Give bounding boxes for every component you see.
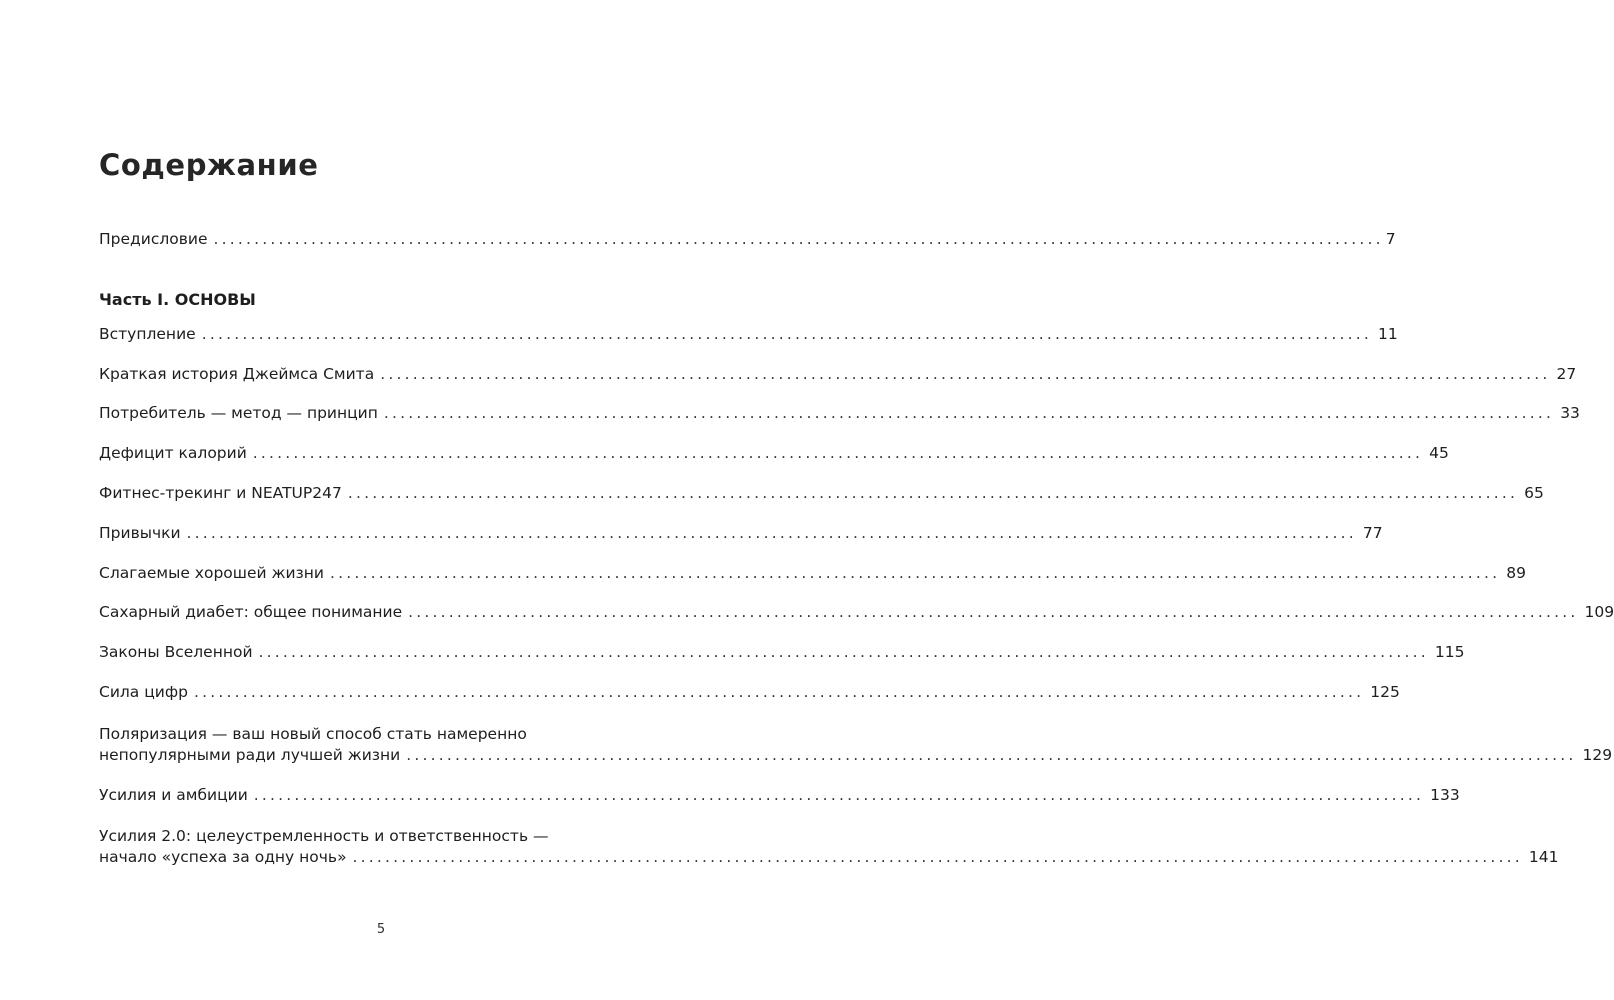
toc-entry[interactable]: [99, 848, 1559, 872]
toc-entry-page: 33: [1560, 404, 1580, 422]
toc-entry-label: Потребитель — метод — принцип: [99, 404, 378, 422]
toc-entry-page: 141: [1528, 848, 1559, 866]
toc-entry[interactable]: [99, 683, 1400, 707]
dot-leader: ................................................................................................................................................: [330, 564, 1501, 582]
dot-leader: ................................................................................................................................................: [253, 786, 1425, 804]
toc-entry-page: 129: [1582, 746, 1613, 764]
toc-entry-label-line1: Усилия 2.0: целеустремленность и ответственность —: [99, 827, 549, 845]
toc-entry-page: 77: [1362, 524, 1383, 542]
toc-entry[interactable]: [99, 786, 1460, 810]
toc-entry-label-line1: Поляризация — ваш новый способ стать намеренно: [99, 725, 527, 743]
toc-entry-page: 45: [1429, 444, 1449, 462]
toc-entry[interactable]: [99, 564, 1527, 588]
page-title: Содержание: [99, 148, 319, 182]
toc-entry-page: 7: [1385, 230, 1396, 248]
dot-leader: ................................................................................................................................................: [352, 848, 1523, 866]
toc-entry-label: Фитнес-трекинг и NEATUP247: [99, 484, 342, 502]
toc-entry-preface[interactable]: [99, 230, 1396, 254]
toc-entry-page: 11: [1377, 325, 1398, 343]
toc-entry[interactable]: [99, 603, 1614, 627]
toc-entry[interactable]: [99, 524, 1383, 548]
toc-entry[interactable]: [99, 484, 1544, 508]
toc-entry-label: начало «успеха за одну ночь»: [99, 848, 347, 866]
toc-entry-label: Дефицит калорий: [99, 444, 247, 462]
dot-leader: ................................................................................................................................................: [406, 746, 1577, 764]
dot-leader: ................................................................................................................................................: [383, 404, 1555, 422]
toc-entry-label: Вступление: [99, 325, 196, 343]
toc-entry[interactable]: [99, 404, 1580, 428]
toc-entry[interactable]: [99, 365, 1577, 389]
dot-leader: ................................................................................................................................................: [252, 444, 1424, 462]
toc-entry[interactable]: [99, 746, 1613, 770]
dot-leader: ................................................................................................................................................: [380, 365, 1551, 383]
toc-entry-page: 89: [1506, 564, 1527, 582]
toc-entry[interactable]: [99, 444, 1449, 468]
part-heading: Часть I. ОСНОВЫ: [99, 290, 256, 309]
toc-entry-page: 125: [1370, 683, 1400, 701]
toc-entry-label: Краткая история Джеймса Смита: [99, 365, 375, 383]
dot-leader: ................................................................................................................................................: [258, 643, 1429, 661]
dot-leader: ................................................................................................................................................: [408, 603, 1579, 621]
dot-leader: ................................................................................................................................................: [186, 524, 1357, 542]
toc-entry-label: Сила цифр: [99, 683, 188, 701]
dot-leader: ................................................................................................................................................: [213, 230, 1384, 248]
toc-entry[interactable]: [99, 325, 1398, 349]
toc-entry[interactable]: [99, 643, 1465, 667]
toc-entry-label: Слагаемые хорошей жизни: [99, 564, 324, 582]
toc-entry-label: непопулярными ради лучшей жизни: [99, 746, 401, 764]
toc-entry-page: 109: [1584, 603, 1614, 621]
toc-entry-page: 27: [1556, 365, 1577, 383]
toc-entry-page: 115: [1434, 643, 1465, 661]
dot-leader: ................................................................................................................................................: [201, 325, 1372, 343]
toc-entry-page: 65: [1524, 484, 1544, 502]
toc-entry-label: Сахарный диабет: общее понимание: [99, 603, 403, 621]
toc-entry-page: 133: [1430, 786, 1460, 804]
page-number: 5: [376, 922, 386, 937]
toc-entry-label: Предисловие: [99, 230, 208, 248]
toc-entry-label: Законы Вселенной: [99, 643, 253, 661]
toc-entry-label: Привычки: [99, 524, 181, 542]
toc-entry-label: Усилия и амбиции: [99, 786, 248, 804]
dot-leader: ................................................................................................................................................: [193, 683, 1365, 701]
dot-leader: ................................................................................................................................................: [347, 484, 1519, 502]
